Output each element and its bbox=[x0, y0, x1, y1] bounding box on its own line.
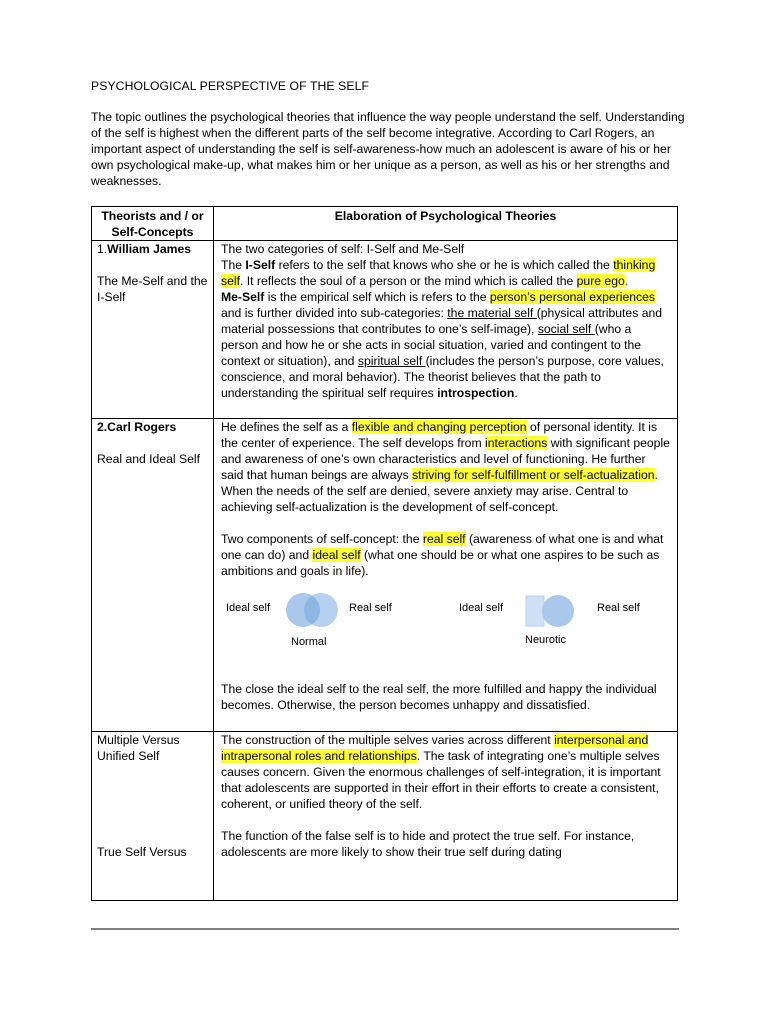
neurotic-real-label: Real self bbox=[597, 602, 640, 614]
theorist-name: William James bbox=[107, 242, 192, 256]
theorist-cell bbox=[92, 419, 214, 732]
theorist-name: Carl Rogers bbox=[107, 420, 177, 434]
neurotic-real-circle bbox=[542, 595, 574, 627]
normal-ideal-label: Ideal self bbox=[226, 602, 271, 614]
highlight: flexible and changing perception bbox=[351, 420, 527, 434]
categories-line: The two categories of self: I-Self and Me-Self bbox=[221, 242, 465, 256]
page-cutoff bbox=[0, 929, 768, 1024]
highlight: striving for self-fulfillment or self-actualization bbox=[412, 468, 655, 482]
highlight: pure ego bbox=[576, 274, 625, 288]
normal-caption: Normal bbox=[291, 636, 327, 648]
self-congruence-diagram bbox=[221, 581, 671, 667]
header-elaboration: Elaboration of Psychological Theories bbox=[214, 207, 678, 241]
highlight: real self bbox=[422, 532, 466, 546]
neurotic-caption: Neurotic bbox=[525, 634, 566, 646]
elaboration-cell bbox=[214, 419, 678, 732]
table-row bbox=[92, 241, 678, 419]
highlight: interactions bbox=[484, 436, 548, 450]
header-theorists: Theorists and / or Self-Concepts bbox=[92, 207, 214, 241]
page-title: PSYCHOLOGICAL PERSPECTIVE OF THE SELF bbox=[91, 79, 369, 93]
concept-label: Multiple Versus Unified Self bbox=[97, 733, 180, 763]
row-number: 2. bbox=[97, 420, 108, 434]
normal-circles bbox=[285, 592, 341, 628]
concept-label: The Me-Self and the I-Self bbox=[97, 274, 208, 304]
theorist-cell bbox=[92, 241, 214, 419]
meself-paragraph: Me-Self is the empirical self which is refers to the person’s personal experiences and is further divided into sub-categories: the material self (physical attributes and material possessions that contributes to one’s self-image), social self (who a person and how he or she acts in social situation, varied and contingent to the context or situation), and spiritual self (includes the person’s purpose, core values, conscience, and moral behavior). The theorist believes that the path to understanding the spiritual self requires introspection. bbox=[221, 290, 664, 400]
intro-paragraph: The topic outlines the psychological theories that influence the way people understand the self. Understanding of the self is highest when the different parts of the self become integrative. According to Carl Rogers, an important aspect of understanding the self is self-awareness-how much an adolescent is aware of his or her own psychological make-up, what makes him or her unique as a person, as well as his or her strengths and weaknesses. bbox=[91, 110, 685, 188]
highlight: thinking self bbox=[221, 258, 656, 288]
elaboration-cell bbox=[214, 732, 678, 901]
table-row bbox=[92, 732, 678, 901]
neurotic-shapes bbox=[518, 592, 582, 628]
iself-paragraph: The I-Self refers to the self that knows who she or he is which called the thinking self. It reflects the soul of a person or the mind which is called the pure ego. bbox=[221, 258, 656, 288]
highlight: interpersonal and intrapersonal roles and relationships bbox=[221, 733, 649, 763]
true-self-paragraph: The function of the false self is to hide and protect the true self. For instance, adolescents are more likely to show their true self during dating bbox=[221, 829, 635, 859]
row-number: 1. bbox=[97, 242, 108, 256]
rogers-paragraph-2: Two components of self-concept: the real self (awareness of what one is and what one can do) and ideal self (what one should be or what one aspires to be such as ambitions and goals in life). bbox=[221, 532, 664, 578]
table-bottom-border bbox=[91, 928, 679, 930]
highlight: ideal self bbox=[312, 548, 361, 562]
theories-table bbox=[91, 206, 678, 901]
neurotic-ideal-shape bbox=[526, 596, 544, 626]
highlight: person’s personal experiences bbox=[489, 290, 655, 304]
multiple-self-paragraph: The construction of the multiple selves varies across different interpersonal and intrapersonal roles and relationships. The task of integrating one’s multiple selves causes concern. Given the enormous challenges of self-integration, it is important that adolescents are supported in their effort in their efforts to create a consistent, coherent, or unified theory of the self. bbox=[221, 733, 661, 811]
rogers-paragraph-3: The close the ideal self to the real self, the more fulfilled and happy the individual becomes. Otherwise, the person becomes unhappy and dissatisfied. bbox=[221, 682, 657, 712]
concept-label-2: True Self Versus bbox=[97, 845, 187, 859]
elaboration-cell bbox=[214, 241, 678, 419]
table-header-row bbox=[92, 207, 678, 241]
rogers-paragraph-1: He defines the self as a flexible and changing perception of personal identity. It is the center of experience. The self develops from interactions with significant people and awareness of one’s own characteristics and level of functioning. He further said that human beings are always striving for self-fulfillment or self-actualization. When the needs of the self are denied, severe anxiety may arise. Central to achieving self-actualization is the development of self-concept. bbox=[221, 420, 670, 514]
neurotic-ideal-label: Ideal self bbox=[459, 602, 504, 614]
normal-real-label: Real self bbox=[349, 602, 392, 614]
table-row bbox=[92, 419, 678, 732]
concept-label: Real and Ideal Self bbox=[97, 452, 200, 466]
theorist-cell bbox=[92, 732, 214, 901]
